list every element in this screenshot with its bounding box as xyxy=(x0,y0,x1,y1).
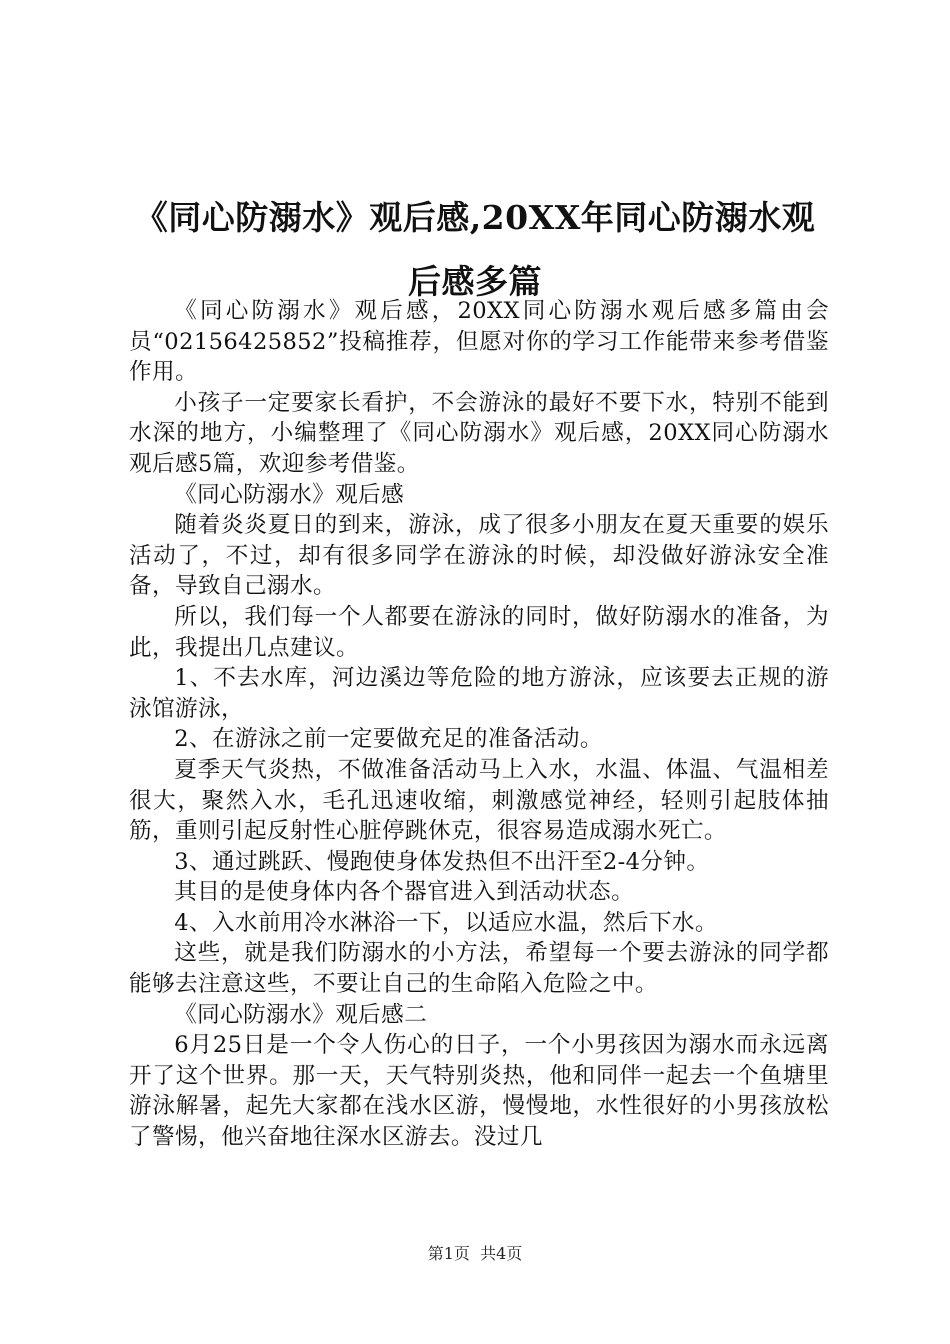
page-footer xyxy=(0,1244,950,1264)
document-title: 《同心防溺水》观后感,20XX年同心防溺水观后感多篇 xyxy=(134,198,816,301)
paragraph: 6月25日是一个令人伤心的日子，一个小男孩因为溺水而永远离开了这个世界。那一天，天气特别炎热，他和同伴一起去一个鱼塘里游泳解暑，起先大家都在浅水区游，慢慢地，水性很好的小男孩放松了警惕，他兴奋地往深水区游去。没过几 xyxy=(129,1032,829,1151)
section-heading: 《同心防溺水》观后感二 xyxy=(174,1001,428,1028)
list-item: 2、在游泳之前一定要做充足的准备活动。 xyxy=(174,726,603,753)
paragraph: 小孩子一定要家长看护，不会游泳的最好不要下水，特别不能到水深的地方，小编整理了《同心防溺水》观后感，20XX同心防溺水观后感5篇，欢迎参考借鉴。 xyxy=(129,389,829,477)
list-item: 3、通过跳跃、慢跑使身体发热但不出汗至2-4分钟。 xyxy=(174,848,710,875)
page-number: 第1页 xyxy=(427,1244,470,1263)
page-total: 共4页 xyxy=(480,1244,523,1263)
paragraph: 夏季天气炎热，不做准备活动马上入水，水温、体温、气温相差很大，聚然入水，毛孔迅速收缩，刺激感觉神经，轻则引起肢体抽筋，重则引起反射性心脏停跳休克，很容易造成溺水死亡。 xyxy=(129,756,829,845)
list-item: 4、入水前用冷水淋浴一下，以适应水温，然后下水。 xyxy=(174,909,718,936)
paragraph: 《同心防溺水》观后感，20XX同心防溺水观后感多篇由会员“02156425852”投稿推荐，但愿对你的学习工作能带来参考借鉴作用。 xyxy=(129,298,829,386)
paragraph: 随着炎炎夏日的到来，游泳，成了很多小朋友在夏天重要的娱乐活动了，不过，却有很多同学在游泳的时候，却没做好游泳安全准备，导致自己溺水。 xyxy=(129,512,829,600)
paragraph: 其目的是使身体内各个器官进入到活动状态。 xyxy=(174,879,635,906)
paragraph: 这些，就是我们防溺水的小方法，希望每一个要去游泳的同学都能够去注意这些，不要让自己的生命陷入危险之中。 xyxy=(129,940,829,998)
list-item: 1、不去水库，河边溪边等危险的地方游泳，应该要去正规的游泳馆游泳， xyxy=(129,665,829,722)
section-heading: 《同心防溺水》观后感 xyxy=(174,481,405,508)
paragraph: 所以，我们每一个人都要在游泳的同时，做好防溺水的准备，为此，我提出几点建议。 xyxy=(129,603,829,661)
document-body xyxy=(129,296,829,1153)
